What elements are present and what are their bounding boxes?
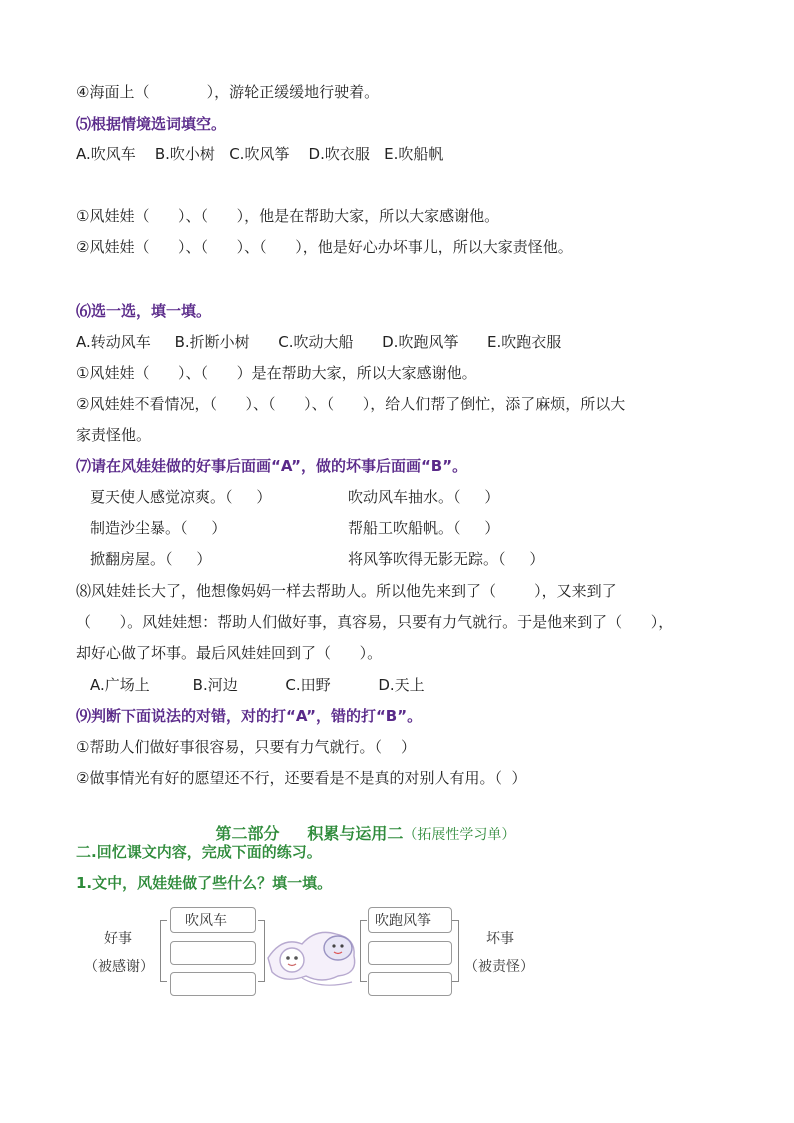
- question-5-options: A.吹风车 B.吹小树 C.吹风筝 D.吹衣服 E.吹船帆: [76, 145, 444, 163]
- question-6-item-2-cont: 家责怪他。: [76, 426, 152, 444]
- question-8-line-3: 却好心做了坏事。最后风娃娃回到了（ ）。: [76, 644, 383, 662]
- question-8-line-2: （ ）。风娃娃想：帮助人们做好事，真容易，只要有力气就行。于是他来到了（ ），: [76, 613, 674, 631]
- good-deed-box-1-text: 吹风车: [185, 913, 227, 929]
- wind-spirit-illustration: [262, 918, 362, 992]
- right-bracket-left: [360, 920, 367, 982]
- question-6-item-1: ①风娃娃（ ）、（ ）是在帮助大家，所以大家感谢他。: [76, 364, 477, 382]
- question-7-row-2-right: 帮船工吹船帆。（ ）: [348, 519, 500, 537]
- left-bracket-left: [160, 920, 167, 982]
- question-5-item-1: ①风娃娃（ ）、（ ），他是在帮助大家，所以大家感谢他。: [76, 207, 500, 225]
- question-9-item-2: ②做事情光有好的愿望还不行，还要看是不是真的对别人有用。（ ）: [76, 769, 527, 787]
- right-bracket-right: [452, 920, 459, 982]
- question-7-title: ⑺请在风娃娃做的好事后面画“A”，做的坏事后面画“B”。: [76, 457, 468, 475]
- bad-deed-box-2[interactable]: [368, 941, 452, 965]
- good-deed-box-2[interactable]: [170, 941, 256, 965]
- good-deed-box-1: [170, 907, 256, 933]
- good-deeds-sublabel: （被感谢）: [84, 959, 154, 975]
- question-7-row-1-right: 吹动风车抽水。（ ）: [348, 488, 500, 506]
- good-deed-box-3[interactable]: [170, 972, 256, 996]
- bad-deed-box-1-text: 吹跑风筝: [375, 913, 431, 929]
- good-deeds-label: 好事: [104, 931, 132, 947]
- part-2-heading: [206, 804, 515, 845]
- line-sea: ④海面上（ ），游轮正缓缓地行驶着。: [76, 83, 380, 101]
- part-2-title: 第二部分 积累与运用二: [215, 824, 404, 843]
- question-8-options: A.广场上 B.河边 C.田野 D.天上: [90, 676, 425, 694]
- question-7-row-3-right: 将风筝吹得无影无踪。（ ）: [348, 550, 545, 568]
- question-5-title: ⑸根据情境选词填空。: [76, 115, 227, 133]
- bad-deed-box-3[interactable]: [368, 972, 452, 996]
- part-2-subtitle: （拓展性学习单）: [403, 827, 516, 843]
- question-5-item-2: ②风娃娃（ ）、（ ）、（ ），他是好心办坏事儿，所以大家责怪他。: [76, 238, 573, 256]
- question-9-item-1: ①帮助人们做好事很容易，只要有力气就行。（ ）: [76, 738, 417, 756]
- bad-deeds-label: 坏事: [486, 931, 514, 947]
- question-6-options: A.转动风车 B.折断小树 C.吹动大船 D.吹跑风筝 E.吹跑衣服: [76, 333, 562, 351]
- question-6-title: ⑹选一选，填一填。: [76, 302, 212, 320]
- question-7-row-2-left: 制造沙尘暴。（ ）: [90, 519, 227, 537]
- question-7-row-1-left: 夏天使人感觉凉爽。（ ）: [90, 488, 272, 506]
- question-6-item-2: ②风娃娃不看情况，（ ）、（ ）、（ ），给人们帮了倒忙，添了麻烦，所以大: [76, 395, 626, 413]
- bad-deeds-sublabel: （被责怪）: [464, 959, 534, 975]
- question-9-title: ⑼判断下面说法的对错，对的打“A”，错的打“B”。: [76, 707, 423, 725]
- section-2-question-1: 1.文中，风娃娃做了些什么？填一填。: [76, 874, 333, 892]
- section-2-title: 二.回忆课文内容，完成下面的练习。: [76, 843, 322, 861]
- bad-deed-box-1: [368, 907, 452, 933]
- question-8-line-1: ⑻风娃娃长大了，他想像妈妈一样去帮助人。所以他先来到了（ ），又来到了: [76, 582, 617, 600]
- question-7-row-3-left: 掀翻房屋。（ ）: [90, 550, 212, 568]
